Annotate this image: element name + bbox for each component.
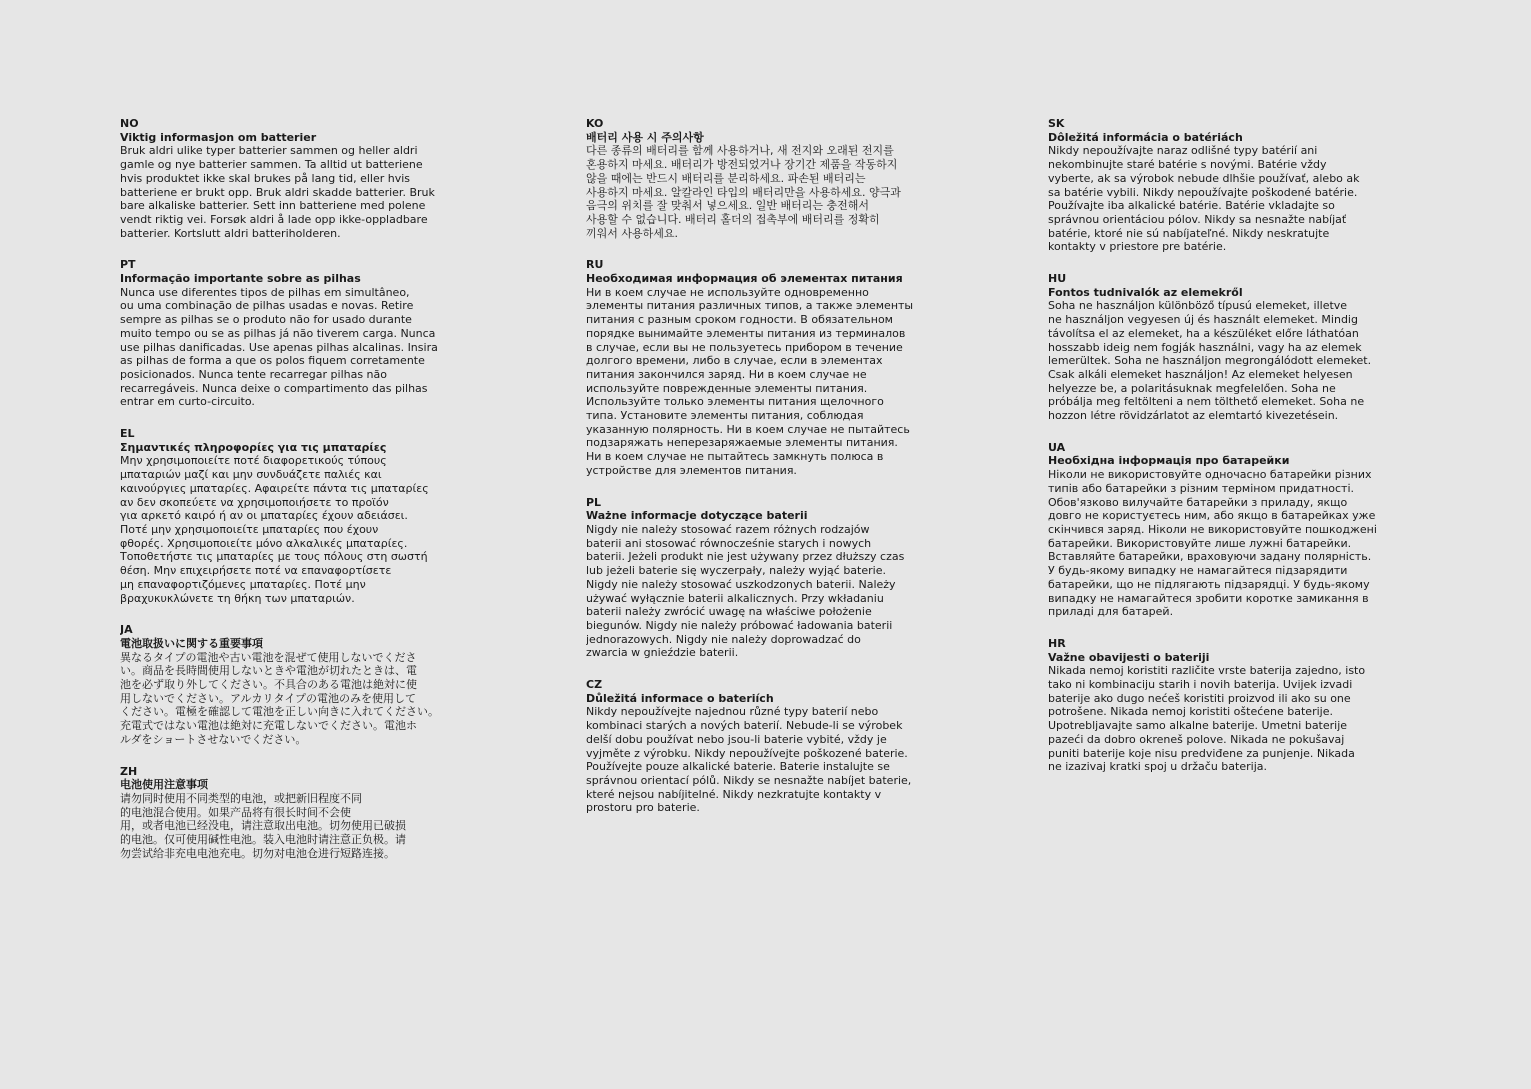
section-body: Ніколи не використовуйте одночасно батарейки різних типів або батарейки з різним терміном придатності. Обов'язково вилучайте батарейки з приладу, якщо довго не користуєтесь ним, або якщо в батарейках уже скінчився заряд. Ніколи не використовуйте пошкоджені батарейки. Використовуйте лише лужні батарейки. Вставляйте батарейки, враховуючи задану полярність. У будь-якому випадку не намагайтеся підзарядити батарейки, що не підлягають підзарядці. У будь-якому випадку не намагайтеся зробити коротке замикання в приладі для батарей. xyxy=(1048,468,1377,619)
section-ua xyxy=(1048,441,1394,619)
language-code: PT xyxy=(120,258,136,272)
section-body: Nigdy nie należy stosować razem różnych rodzajów baterii ani stosować równocześnie starych i nowych baterii. Jeżeli produkt nie jest używany przez dłuższy czas lub jeżeli baterie się wyczerpały, należy wyjąć baterie. Nigdy nie należy stosować uszkodzonych baterii. Należy używać wyłącznie baterii alkalicznych. Przy wkładaniu baterii należy zwrócić uwagę na właściwe położenie biegunów. Nigdy nie należy próbować ładowania baterii jednorazowych. Nigdy nie należy doprowadzać do zwarcia w gnieździe baterii. xyxy=(586,522,905,660)
section-pl xyxy=(586,496,930,660)
section-body: Nikdy nepoužívejte najednou různé typy baterií nebo kombinaci starých a nových baterií. Nebude-li se výrobek delší dobu používat nebo jsou-li baterie vybité, vždy je vyjměte z výrobku. Nikdy nepoužívejte poškozené baterie. Používejte pouze alkalické baterie. Baterie instalujte se správnou orientací pólů. Nikdy se nesnažte nabíjet baterie, které nejsou nabíjitelné. Nikdy nezkratujte kontakty v prostoru pro baterie. xyxy=(586,705,912,815)
section-body: Nunca use diferentes tipos de pilhas em simultâneo, ou uma combinação de pilhas usadas e novas. Retire sempre as pilhas se o produto não for usado durante muito tempo ou se as pilhas já não tiverem carga. Nunca use pilhas danificadas. Use apenas pilhas alcalinas. Insira as pilhas de forma a que os polos fiquem corretamente posicionados. Nunca tente recarregar pilhas não recarregáveis. Nunca deixe o compartimento das pilhas entrar em curto-circuito. xyxy=(120,285,438,409)
section-ru xyxy=(586,258,930,477)
section-heading: Važne obavijesti o bateriji xyxy=(1048,650,1210,664)
section-hr xyxy=(1048,637,1394,774)
language-code: EL xyxy=(120,427,135,441)
section-heading: Необходимая информация об элементах питания xyxy=(586,272,903,286)
section-body: 请勿同时使用不同类型的电池，或把新旧程度不同 的电池混合使用。如果产品将有很长时间不会使 用，或者电池已经没电，请注意取出电池。切勿使用已破损 的电池。仅可使用碱性电池。装入电池时请注意正负极。请 勿尝试给非充电电池充电。切勿对电池仓进行短路连接。 xyxy=(120,791,406,860)
language-code: UA xyxy=(1048,440,1066,454)
section-ko xyxy=(586,117,930,240)
section-body: 異なるタイプの電池や古い電池を混ぜて使用しないでくださ い。商品を長時間使用しないときや電池が切れたときは、電 池を必ず取り外してください。不具合のある電池は絶対に使 用しないでください。アルカリタイプの電池のみを使用して ください。電極を確認して電池を正しい向きに入れてください。 充電式ではない電池は絶対に充電しないでください。電池ホ ルダをショートさせないでください。 xyxy=(120,650,439,746)
section-heading: Ważne informacje dotyczące baterii xyxy=(586,509,808,523)
section-heading: Viktig informasjon om batterier xyxy=(120,130,317,144)
column-right xyxy=(1048,117,1394,792)
section-heading: 배터리 사용 시 주의사항 xyxy=(586,130,704,144)
language-code: SK xyxy=(1048,117,1065,130)
section-ja xyxy=(120,623,464,746)
section-body: Nikdy nepoužívajte naraz odlišné typy batérií ani nekombinujte staré batérie s novými. Batérie vždy vyberte, ak sa výrobok nebude dlhšie používať, alebo ak sa batérie vybili. Nikdy nepoužívajte poškodené batérie. Používajte iba alkalické batérie. Batérie vkladajte so správnou orientáciou pólov. Nikdy sa nesnažte nabíjať batérie, ktoré nie sú nabíjateľné. Nikdy neskratujte kontakty v priestore pre batérie. xyxy=(1048,144,1360,254)
section-heading: Dôležitá informácia o batériách xyxy=(1048,130,1243,144)
section-body: Ни в коем случае не используйте одновременно элементы питания различных типов, а также элементы питания с разным сроком годности. В обязательном порядке вынимайте элементы питания из терминалов в случае, если вы не пользуетесь прибором в течение долгого времени, либо в случае, если в элементах питания закончился заряд. Ни в коем случае не используйте поврежденные элементы питания. Используйте только элементы питания щелочного типа. Установите элементы питания, соблюдая указанную полярность. Ни в коем случае не пытайтесь подзаряжать неперезаряжаемые элементы питания. Ни в коем случае не пытайтесь замкнуть полюса в устройстве для элементов питания. xyxy=(586,285,914,477)
section-hu xyxy=(1048,272,1394,423)
column-middle xyxy=(586,117,930,833)
section-heading: Fontos tudnivalók az elemekről xyxy=(1048,285,1243,299)
section-body: Nikada nemoj koristiti različite vrste baterija zajedno, isto tako ni kombinaciju starih i novih baterija. Uvijek izvadi baterije ako dugo nećeš koristiti proizvod ili ako su one potrošene. Nikada nemoj koristiti oštećene baterije. Upotrebljavajte samo alkalne baterije. Umetni baterije pazeći da dobro okreneš polove. Nikada ne pokušavaj puniti baterije koje nisu predviđene za punjenje. Nikada ne izazivaj kratki spoj u držaču baterija. xyxy=(1048,664,1366,774)
language-code: NO xyxy=(120,117,139,130)
section-heading: Informação importante sobre as pilhas xyxy=(120,272,361,286)
language-code: HR xyxy=(1048,636,1066,650)
language-code: HU xyxy=(1048,272,1067,286)
section-heading: Σημαντικές πληροφορίες για τις μπαταρίες xyxy=(120,440,387,454)
section-body: Soha ne használjon különböző típusú elemeket, illetve ne használjon vegyesen új és használt elemeket. Mindig távolítsa el az elemeket, ha a készüléket előre láthatóan hosszabb ideig nem fogják használni, vagy ha az elemek lemerültek. Soha ne használjon megrongálódott elemeket. Csak alkáli elemeket használjon! Az elemeket helyesen helyezze be, a polaritásuknak megfelelően. Soha ne próbálja meg feltölteni a nem tölthető elemeket. Soha ne hozzon létre rövidzárlatot az elemtartó kivezetésein. xyxy=(1048,299,1372,423)
section-body: 다른 종류의 배터리를 함께 사용하거나, 새 전지와 오래된 전지를 혼용하지 마세요. 배터리가 방전되었거나 장기간 제품을 작동하지 않을 때에는 반드시 배터리를 분리하세요. 파손된 배터리는 사용하지 마세요. 알칼라인 타입의 배터리만을 사용하세요. 양극과 음극의 위치를 잘 맞춰서 넣으세요. 일반 배터리는 충전해서 사용할 수 없습니다. 배터리 홀더의 접촉부에 배터리를 정확히 끼워서 사용하세요. xyxy=(586,144,901,240)
language-code: KO xyxy=(586,117,604,130)
section-heading: 電池取扱いに関する重要事項 xyxy=(120,636,263,650)
language-code: ZH xyxy=(120,764,138,778)
section-sk xyxy=(1048,117,1394,254)
section-body: Bruk aldri ulike typer batterier sammen og heller aldri gamle og nye batterier sammen. Ta alltid ut batteriene hvis produktet ikke skal brukes på lang tid, eller hvis batteriene er brukt opp. Bruk aldri skadde batterier. Bruk bare alkaliske batterier. Sett inn batteriene med polene vendt riktig vei. Forsøk aldri å lade opp ikke-oppladbare batterier. Kortslutt aldri batteriholderen. xyxy=(120,144,435,240)
section-cz xyxy=(586,678,930,815)
section-el xyxy=(120,427,464,605)
section-no xyxy=(120,117,464,240)
language-code: RU xyxy=(586,258,604,272)
section-body: Μην χρησιμοποιείτε ποτέ διαφορετικούς τύπους μπαταριών μαζί και μην συνδυάζετε παλιές και καινούργιες μπαταρίες. Αφαιρείτε πάντα τις μπαταρίες αν δεν σκοπεύετε να χρησιμοποιήσετε το προϊόν για αρκετό καιρό ή αν οι μπαταρίες έχουν αδειάσει. Ποτέ μην χρησιμοποιείτε μπαταρίες που έχουν φθορές. Χρησιμοποιείτε μόνο αλκαλικές μπαταρίες. Τοποθετήστε τις μπαταρίες με τους πόλους στη σωστή θέση. Μην επιχειρήσετε ποτέ να επαναφορτίσετε μη επαναφορτιζόμενες μπαταρίες. Ποτέ μην βραχυκυκλώνετε τη θήκη των μπαταριών. xyxy=(120,454,429,605)
language-code: PL xyxy=(586,495,602,509)
section-heading: Důležitá informace o bateriích xyxy=(586,691,774,705)
language-code: CZ xyxy=(586,678,603,692)
section-heading: Необхідна інформація про батарейки xyxy=(1048,454,1290,468)
section-pt xyxy=(120,258,464,409)
language-code: JA xyxy=(120,623,133,637)
column-left xyxy=(120,117,464,878)
section-heading: 电池使用注意事项 xyxy=(120,778,208,792)
section-zh xyxy=(120,765,464,861)
